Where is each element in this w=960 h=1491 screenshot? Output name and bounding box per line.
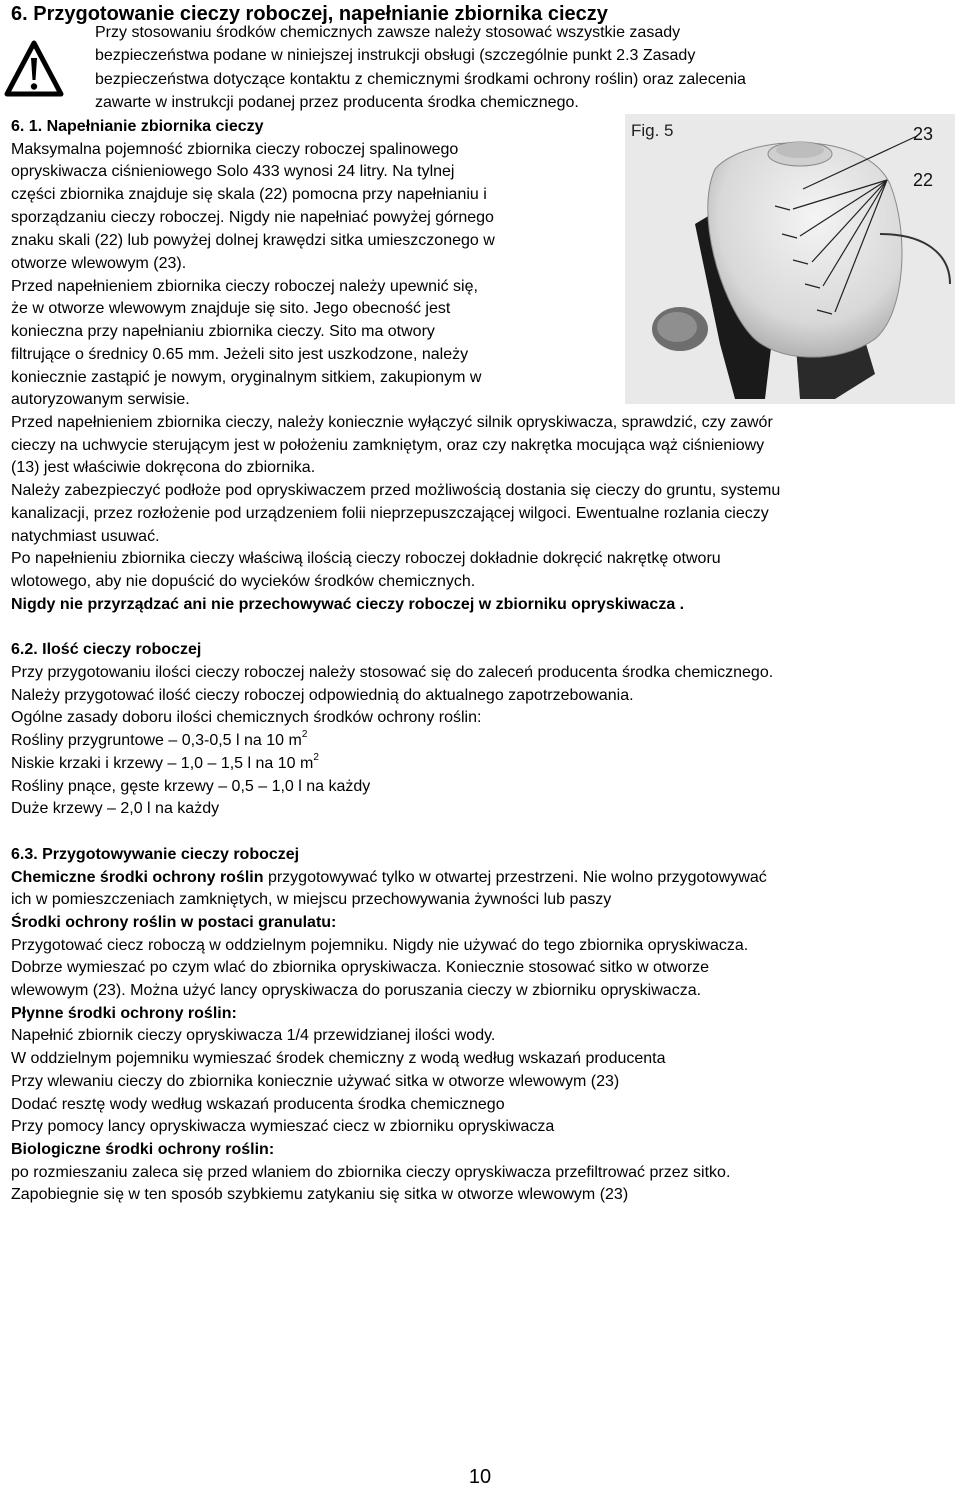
- paragraph-line: Chemiczne środki ochrony roślin przygotowywać tylko w otwartej przestrzeni. Nie wolno przygotowywać: [11, 869, 767, 886]
- paragraph-line: opryskiwacza ciśnieniowego Solo 433 wynosi 24 litry. Na tylnej: [11, 163, 455, 180]
- paragraph-line: otworze wlewowym (23).: [11, 255, 187, 272]
- paragraph-line: Napełnić zbiornik cieczy opryskiwacza 1/4 przewidzianej ilości wody.: [11, 1027, 496, 1044]
- warning-line: Przy stosowaniu środków chemicznych zawsze należy stosować wszystkie zasady: [95, 24, 681, 41]
- paragraph-line: ich w pomieszczeniach zamkniętych, w miejscu przechowywania żywności lub paszy: [11, 891, 612, 908]
- liquid-heading: Płynne środki ochrony roślin:: [11, 1005, 237, 1022]
- page-number: 10: [468, 1466, 492, 1488]
- paragraph-line: autoryzowanym serwisie.: [11, 391, 190, 408]
- paragraph-line: Dobrze wymieszać po czym wlać do zbiornika opryskiwacza. Koniecznie stosować sitko w otworze: [11, 959, 710, 976]
- paragraph-line: wlewowym (23). Można użyć lancy opryskiwacza do poruszania cieczy w zbiorniku opryskiwacza.: [11, 982, 702, 999]
- warning-line: bezpieczeństwa dotyczące kontaktu z chemicznymi środkami ochrony roślin) oraz zalecenia: [95, 71, 746, 88]
- paragraph-line: części zbiornika znajduje się skala (22) pomocna przy napełnianiu i: [11, 186, 487, 203]
- rate-item: Niskie krzaki i krzewy – 1,0 – 1,5 l na 10 $m^2$: [11, 751, 319, 772]
- warning-triangle-icon: [4, 40, 64, 98]
- paragraph-line: Przy wlewaniu cieczy do zbiornika koniecznie używać sitka w otworze wlewowym (23): [11, 1073, 620, 1090]
- rate-item: Rośliny przygruntowe – 0,3-0,5 l na 10 $m^2$: [11, 728, 308, 749]
- paragraph-line: W oddzielnym pojemniku wymieszać środek chemiczny z wodą według wskazań producenta: [11, 1050, 666, 1067]
- paragraph-line: Przygotować ciecz roboczą w oddzielnym pojemniku. Nigdy nie używać do tego zbiornika opryskiwacza.: [11, 937, 749, 954]
- paragraph-line: natychmiast usuwać.: [11, 528, 160, 545]
- figure-label: Fig. 5: [631, 121, 674, 140]
- subsection-title-6-3: 6.3. Przygotowywanie cieczy roboczej: [11, 846, 300, 863]
- paragraph-line: Po napełnieniu zbiornika cieczy właściwą ilością cieczy roboczej dokładnie dokręcić nakrętkę otworu: [11, 550, 721, 567]
- paragraph-line: Maksymalna pojemność zbiornika cieczy roboczej spalinowego: [11, 141, 459, 158]
- paragraph-line: Należy przygotować ilość cieczy roboczej odpowiednią do aktualnego zapotrzebowania.: [11, 687, 634, 704]
- paragraph-line: kanalizacji, przez rozłożenie pod urządzeniem folii nieprzepuszczającej wilgoci. Ewentualne rozlania cieczy: [11, 505, 769, 522]
- paragraph-line: sporządzaniu cieczy roboczej. Nigdy nie napełniać powyżej górnego: [11, 209, 494, 226]
- paragraph-line: znaku skali (22) lub powyżej dolnej krawędzi sitka umieszczonego w: [11, 232, 495, 249]
- rate-item: Duże krzewy – 2,0 l na każdy: [11, 800, 220, 817]
- paragraph-line: Przed napełnieniem zbiornika cieczy, należy koniecznie wyłączyć silnik opryskiwacza, sprawdzić, czy zawór: [11, 414, 773, 431]
- paragraph-line: Przy pomocy lancy opryskiwacza wymieszać ciecz w zbiorniku opryskiwacza: [11, 1118, 555, 1135]
- paragraph-line: filtrujące o średnicy 0.65 mm. Jeżeli sito jest uszkodzone, należy: [11, 346, 469, 363]
- warning-line: bezpieczeństwa podane w niniejszej instrukcji obsługi (szczególnie punkt 2.3 Zasady: [95, 47, 696, 64]
- warning-line: zawarte w instrukcji podanej przez producenta środka chemicznego.: [95, 94, 579, 111]
- section-heading: 6. Przygotowanie cieczy roboczej, napełnianie zbiornika cieczy: [11, 3, 608, 25]
- paragraph-line: cieczy na uchwycie sterującym jest w położeniu zamkniętym, oraz czy nakrętka mocująca wąż ciśnieniowy: [11, 437, 765, 454]
- rate-item: Rośliny pnące, gęste krzewy – 0,5 – 1,0 l na każdy: [11, 778, 371, 795]
- paragraph-line: Przy przygotowaniu ilości cieczy roboczej należy stosować się do zaleceń producenta środka chemicznego.: [11, 664, 774, 681]
- paragraph-line: Należy zabezpieczyć podłoże pod opryskiwaczem przed możliwością dostania się cieczy do gruntu, systemu: [11, 482, 781, 499]
- paragraph-line: wlotowego, aby nie dopuścić do wycieków środków chemicznych.: [11, 573, 476, 590]
- paragraph-line: Przed napełnieniem zbiornika cieczy roboczej należy upewnić się,: [11, 278, 478, 295]
- paragraph-line: Zapobiegnie się w ten sposób szybkiemu zatykaniu się sitka w otworze wlewowym (23): [11, 1186, 629, 1203]
- subsection-title-6-2: 6.2. Ilość cieczy roboczej: [11, 641, 202, 658]
- callout-23-label: 23: [913, 124, 934, 144]
- granulate-heading: Środki ochrony roślin w postaci granulatu:: [11, 914, 337, 931]
- subsection-title-6-1: 6. 1. Napełnianie zbiornika cieczy: [11, 118, 264, 135]
- paragraph-line: konieczna przy napełnianiu zbiornika cieczy. Sito ma otwory: [11, 323, 435, 340]
- paragraph-line: (13) jest właściwie dokręcona do zbiornika.: [11, 459, 316, 476]
- sprayer-figure: [625, 114, 955, 404]
- biological-heading: Biologiczne środki ochrony roślin:: [11, 1141, 275, 1158]
- callout-22-label: 22: [913, 170, 934, 190]
- paragraph-line: po rozmieszaniu zaleca się przed wlaniem do zbiornika cieczy opryskiwacza przefiltrować przez sitko.: [11, 1164, 731, 1181]
- paragraph-line: Ogólne zasady doboru ilości chemicznych środków ochrony roślin:: [11, 709, 482, 726]
- paragraph-line: że w otworze wlewowym znajduje się sito. Jego obecność jest: [11, 300, 451, 317]
- bold-warning-note: Nigdy nie przyrządzać ani nie przechowywać cieczy roboczej w zbiorniku opryskiwacza .: [11, 596, 685, 613]
- paragraph-line: koniecznie zastąpić je nowym, oryginalnym sitkiem, zakupionym w: [11, 369, 482, 386]
- paragraph-line: Dodać resztę wody według wskazań producenta środka chemicznego: [11, 1096, 505, 1113]
